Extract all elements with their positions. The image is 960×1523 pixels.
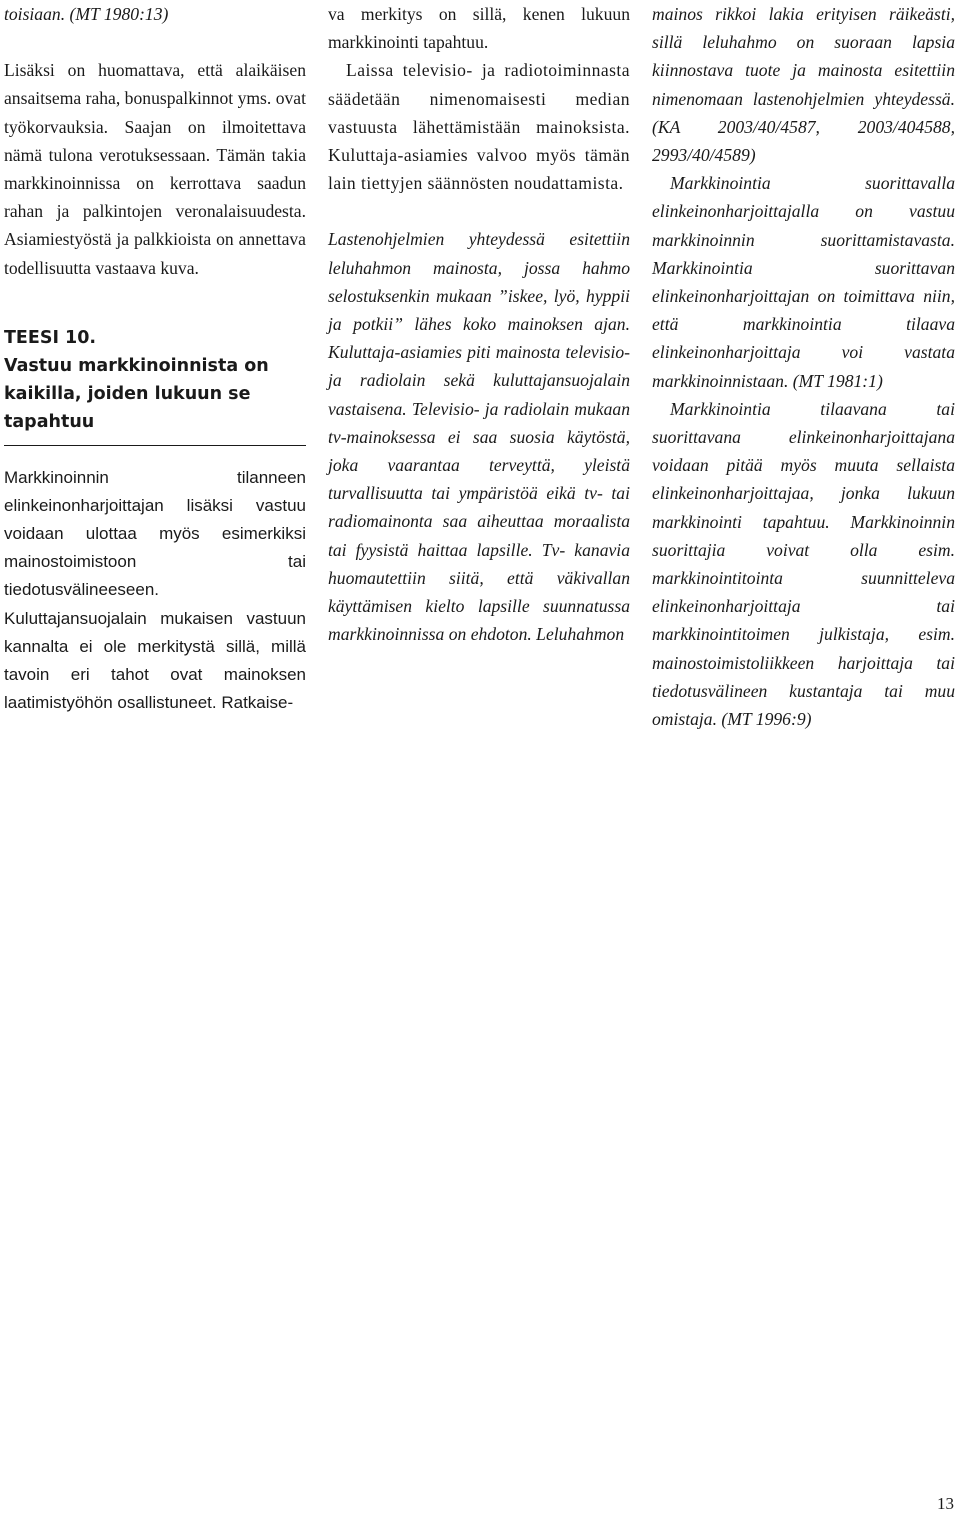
column-right: [652, 0, 955, 733]
thesis-label: TEESI 10.: [4, 327, 97, 348]
column-left: [4, 0, 306, 717]
page-number: 13: [937, 1494, 954, 1513]
spacer: [4, 28, 306, 56]
case-example: Markkinointia tilaavana tai suorittavana elinkeinonharjoittajana voidaan pitää myös muuta sellaista elinkeinonharjoittajaa, jonka lukuun markkinointi tapahtuu. Markkinoinnin suorittajia voivat olla esim. markkinointitointa suunnitteleva elinkeinonharjoittaja tai markkinointitoimen julkistaja, esim. mainostoimistoliikkeen harjoittaja tai tiedotusvälineen kustantaja tai muu omistaja. (MT 1996:9): [652, 398, 955, 730]
body-paragraph: Lisäksi on huomattava, että alaikäisen ansaitsema raha, bonuspalkinnot yms. ovat työkorvauksia. Saajan on ilmoitettava nämä tulona verotuksessaan. Tämän takia markkinoinnissa on kerrottava saadun rahan ja palkintojen veronalaisuudesta. Asiamiestyöstä ja palkkioista on annettava todellisuutta vastaava kuva.: [4, 60, 306, 278]
thesis-title: Vastuu markkinoinnista on kaikilla, joiden lukuun se tapahtuu: [4, 356, 269, 433]
body-paragraph: va merkitys on sillä, kenen lukuun markkinointi tapahtuu.: [328, 4, 630, 53]
citation-text: toisiaan. (MT 1980:13): [4, 4, 169, 24]
body-paragraph: Markkinoinnin tilanneen elinkeinonharjoittajan lisäksi vastuu voidaan ulottaa myös esimerkiksi mainostoimistoon tai tiedotusvälineeseen. Kuluttajansuojalain mukaisen vastuun kannalta ei ole merkitystä sillä, millä tavoin eri tahot ovat mainoksen laatimistyöhön osallistuneet. Ratkaise-: [4, 467, 306, 713]
spacer: [328, 197, 630, 225]
column-middle: [328, 0, 630, 648]
thesis-heading: [4, 324, 306, 446]
case-example: Markkinointia suorittavalla elinkeinonharjoittajalla on vastuu markkinoinnin suorittamistavasta. Markkinointia suorittavan elinkeinonharjoittajan on toimittava niin, että markkinointia tilaava elinkeinonharjoittaja voi vastata markkinoinnistaan. (MT 1981:1): [652, 173, 955, 391]
case-example: Lastenohjelmien yhteydessä esitettiin leluhahmon mainosta, jossa hahmo selostuksenkin mukaan ”iskee, lyö, hyppii ja potkii” lähes koko mainoksen ajan. Kuluttaja-asiamies piti mainosta televisio- ja radiolain sekä kuluttajansuojalain vastaisena. Televisio- ja radiolain mukaan tv-mainoksessa ei saa suosia käytöstä, joka vaarantaa terveyttä, yleistä turvallisuutta tai ympäristöä eikä tv- tai radiomainonta saa aiheuttaa moraalista tai fyysistä haittaa lapsille. Tv- kanavia huomautettiin siitä, että väkivallan käyttämisen kielto lapsille suunnatussa markkinoinnissa on ehdoton. Leluhahmon: [328, 229, 630, 645]
body-paragraph: Laissa televisio- ja radiotoiminnasta säädetään nimenomaisesti median vastuusta lähettämistään mainoksista. Kuluttaja-asiamies valvoo myös tämän lain tiettyjen säännösten noudattamista.: [328, 60, 630, 194]
case-example: mainos rikkoi lakia erityisen räikeästi, sillä leluhahmo on suoraan lapsia kiinnostava tuote ja mainosta esitettiin nimenomaan lastenohjelmien yhteydessä. (KA 2003/40/4587, 2003/404588, 2993/40/4589): [652, 4, 955, 166]
